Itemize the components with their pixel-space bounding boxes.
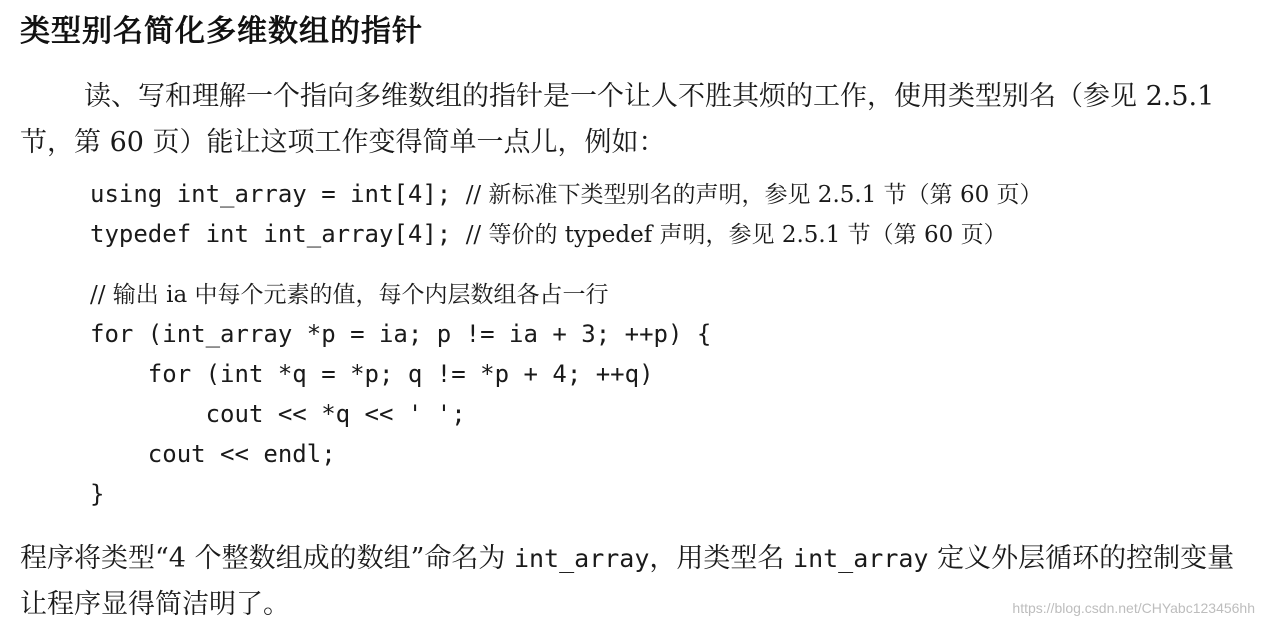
code-text: for (int *q = *p; q != *p + 4; ++q) — [90, 360, 654, 388]
code-line-2 — [90, 214, 1007, 254]
code-comment: // 输出 ia 中每个元素的值，每个内层数组各占一行 — [90, 282, 609, 308]
code-line-4 — [90, 314, 711, 354]
watermark-url: https://blog.csdn.net/CHYabc123456hh — [1012, 600, 1255, 616]
code-text: using int_array = int[4]; — [90, 180, 466, 208]
code-text: for (int_array *p = ia; p != ia + 3; ++p) { — [90, 320, 712, 348]
conclusion-text-3: 定义外层循环的控制变量让程序显得简洁明了。 — [20, 543, 1235, 620]
code-comment: // 等价的 typedef 声明，参见 2.5.1 节（第 60 页） — [465, 222, 1007, 248]
conclusion-text-2: ，用类型名 — [649, 543, 794, 574]
code-line-6 — [90, 394, 466, 434]
intro-paragraph: 读、写和理解一个指向多维数组的指针是一个让人不胜其烦的工作，使用类型别名（参见 2.5.1 节，第 60 页）能让这项工作变得简单一点儿，例如： — [20, 81, 1215, 158]
code-line-5 — [90, 354, 654, 394]
inline-code: int_array — [793, 544, 929, 573]
code-comment: // 新标准下类型别名的声明，参见 2.5.1 节（第 60 页） — [465, 182, 1043, 208]
code-line-3 — [90, 274, 609, 314]
conclusion-text-1: 程序将类型“4 个整数组成的数组”命名为 — [20, 543, 514, 574]
inline-code: int_array — [513, 544, 650, 573]
code-text: typedef int int_array[4]; — [90, 220, 466, 248]
code-line-7 — [90, 434, 336, 474]
code-text: cout << endl; — [90, 440, 336, 468]
code-text: cout << *q << ' '; — [90, 400, 466, 428]
code-line-8 — [90, 474, 104, 514]
code-text: } — [90, 480, 105, 508]
section-heading: 类型别名简化多维数组的指针 — [20, 14, 423, 49]
code-line-1 — [90, 174, 1043, 214]
